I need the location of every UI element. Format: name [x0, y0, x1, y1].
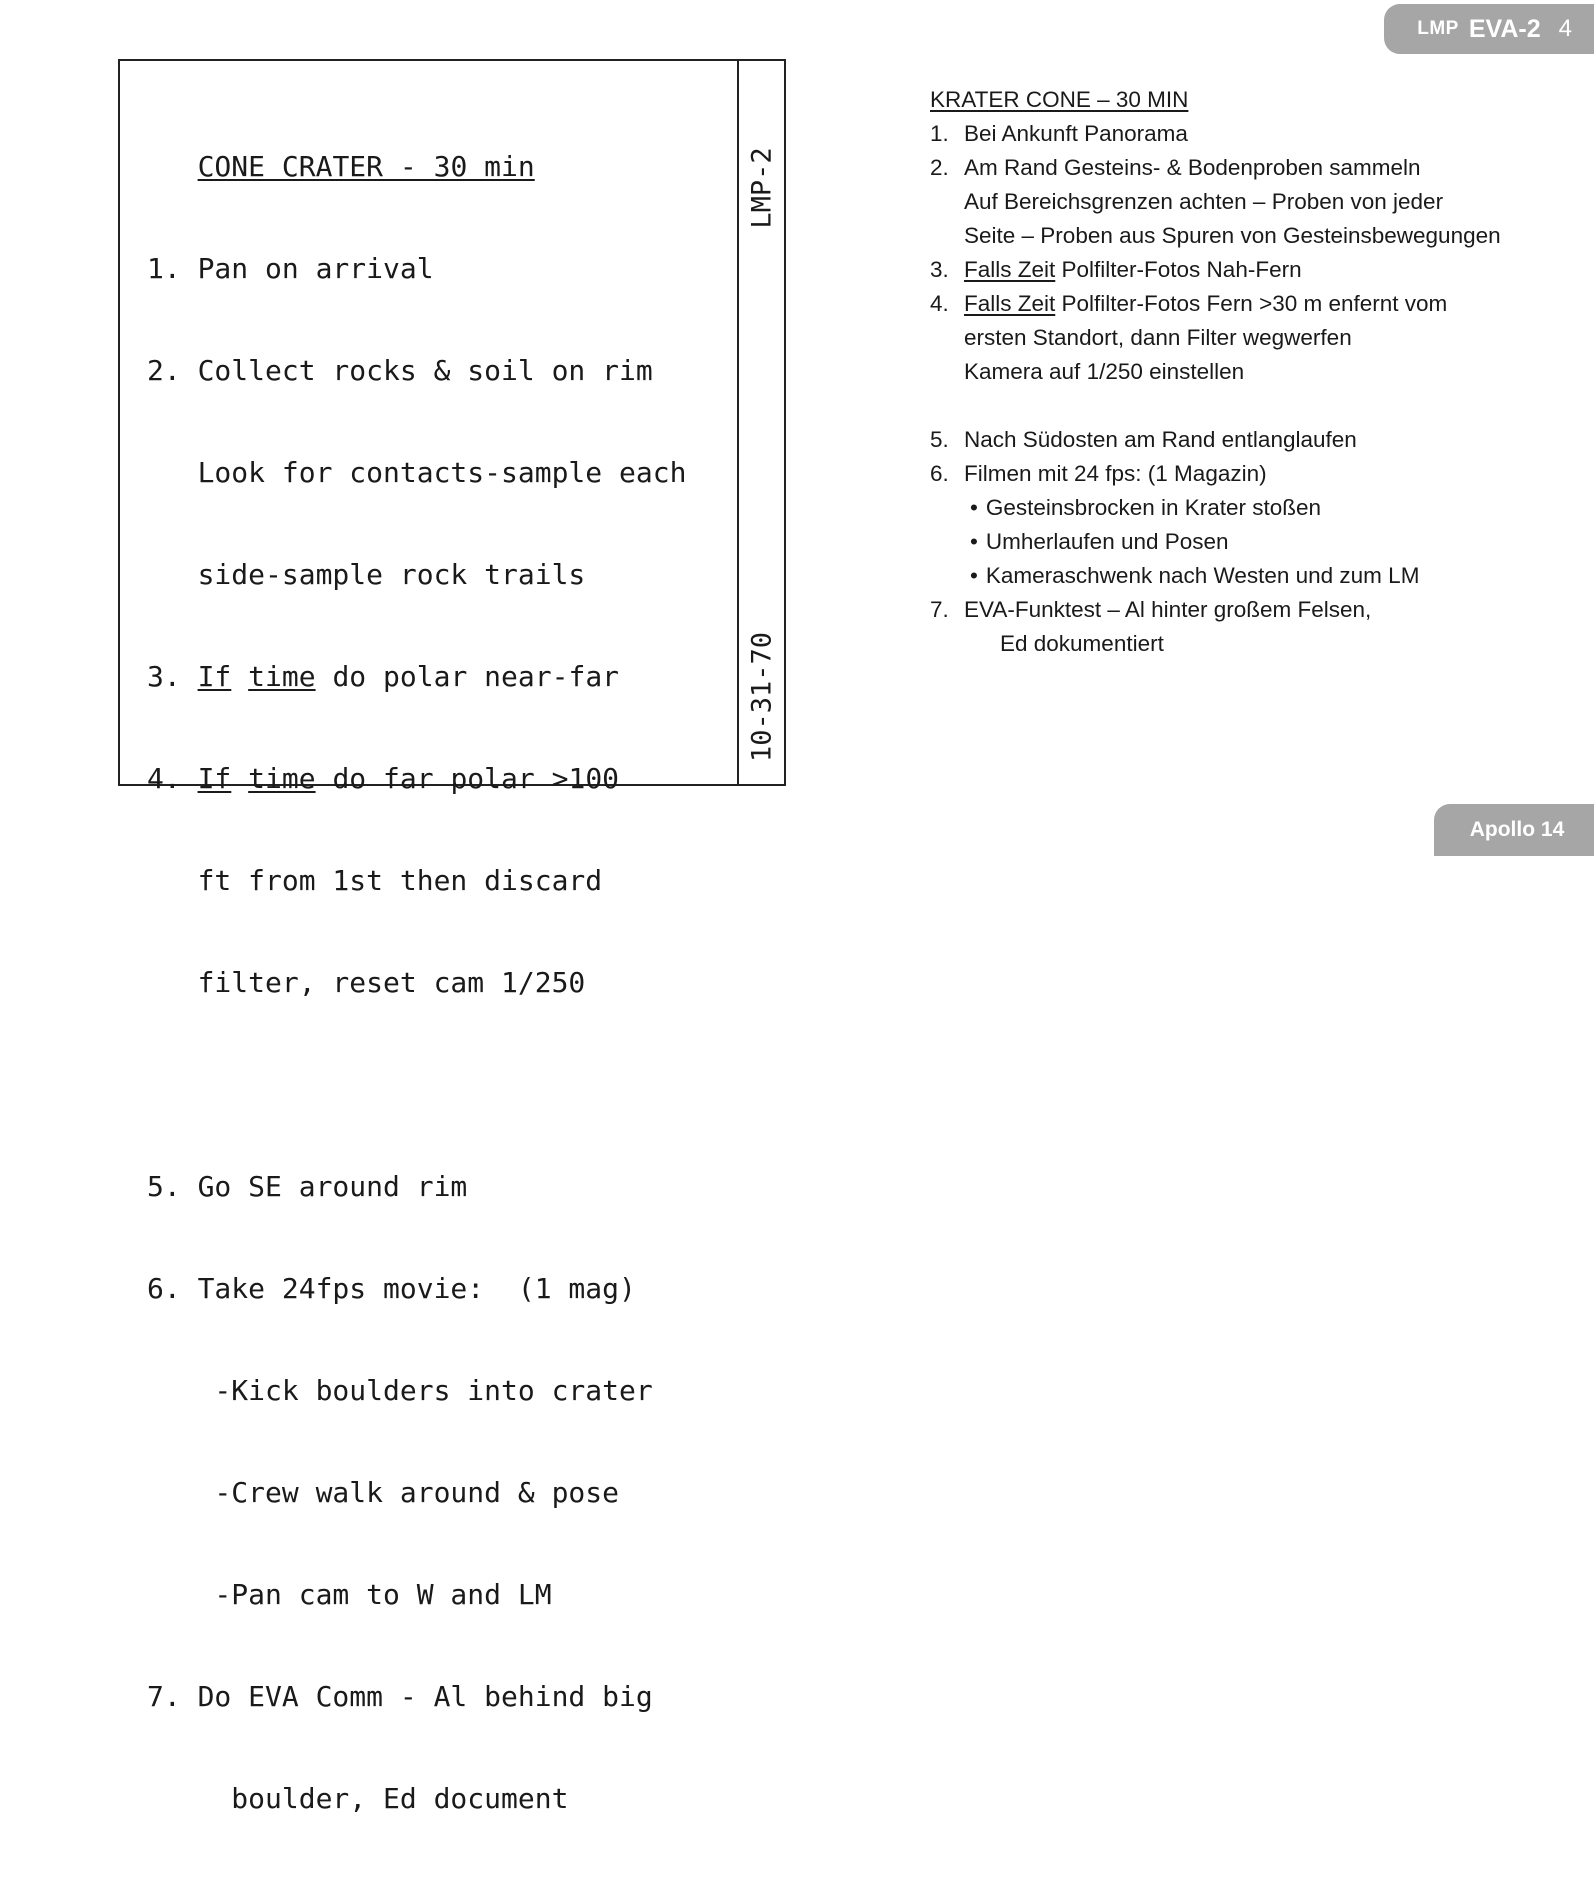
checklist-card — [118, 59, 786, 1815]
underlined-if: If — [197, 660, 232, 693]
item-number: 3. — [930, 257, 949, 282]
card-date-label: 10-31-70 — [746, 631, 777, 763]
blank-line — [930, 389, 1501, 423]
checklist-line: -Pan cam to W and LM — [147, 1578, 552, 1611]
underlined-falls-zeit: Falls Zeit — [964, 291, 1056, 316]
bullet-icon: • — [970, 495, 978, 520]
translation-line: ersten Standort, dann Filter wegwerfen — [964, 325, 1352, 350]
translation-line: Ed dokumentiert — [1000, 631, 1164, 656]
item-text: Bei Ankunft Panorama — [964, 121, 1188, 146]
checklist-line: ft from 1st then discard — [147, 864, 603, 897]
bullet-text: Gesteinsbrocken in Krater stoßen — [985, 495, 1322, 520]
underlined-falls-zeit: Falls Zeit — [964, 257, 1056, 282]
item-text: do polar near-far — [315, 660, 620, 693]
checklist-title: CONE CRATER - 30 min — [197, 150, 535, 183]
item-number: 2. — [930, 155, 949, 180]
page-number: 4 — [1558, 15, 1572, 42]
bullet-text: Umherlaufen und Posen — [985, 529, 1229, 554]
translation-bullet-line — [930, 525, 1501, 559]
translation-line — [930, 253, 1501, 287]
item-text: Am Rand Gesteins- & Bodenproben sammeln — [964, 155, 1421, 180]
item-text: EVA-Funktest – Al hinter großem Felsen, — [964, 597, 1372, 622]
checklist-line: 6. Take 24fps movie: (1 mag) — [147, 1272, 636, 1305]
item-text: Filmen mit 24 fps: (1 Magazin) — [964, 461, 1267, 486]
translation-line — [930, 457, 1501, 491]
checklist-text — [147, 82, 686, 1884]
translation-line: Kamera auf 1/250 einstellen — [964, 359, 1245, 384]
checklist-line: 1. Pan on arrival — [147, 252, 434, 285]
item-number: 4. — [930, 291, 949, 316]
mission-label: Apollo 14 — [1469, 818, 1565, 841]
translation-line — [930, 151, 1501, 185]
crew-role-label: LMP — [1417, 18, 1459, 39]
item-number: 7. — [930, 597, 949, 622]
translation-bullet-line — [930, 491, 1501, 525]
translation-line — [930, 423, 1501, 457]
checklist-line: 7. Do EVA Comm - Al behind big — [147, 1680, 653, 1713]
checklist-line: boulder, Ed document — [147, 1782, 569, 1815]
checklist-line — [147, 762, 686, 796]
checklist-line: side-sample rock trails — [147, 558, 586, 591]
translation-line — [930, 117, 1501, 151]
card-side-strip — [737, 61, 784, 784]
checklist-title-line — [147, 150, 686, 184]
underlined-if: If — [197, 762, 232, 795]
translation-line: Seite – Proben aus Spuren von Gesteinsbewegungen — [964, 223, 1501, 248]
translation-line: Auf Bereichsgrenzen achten – Proben von jeder — [964, 189, 1444, 214]
item-number: 3. — [147, 660, 198, 693]
translation-text — [930, 83, 1501, 661]
item-text: Nach Südosten am Rand entlanglaufen — [964, 427, 1357, 452]
card-id-label: LMP-2 — [746, 147, 777, 229]
translation-title-line — [930, 83, 1501, 117]
item-number: 6. — [930, 461, 949, 486]
bullet-icon: • — [970, 529, 978, 554]
bullet-text: Kameraschwenk nach Westen und zum LM — [985, 563, 1420, 588]
blank-line — [147, 1068, 686, 1102]
translation-title: KRATER CONE – 30 MIN — [930, 87, 1189, 112]
checklist-line: -Crew walk around & pose — [147, 1476, 620, 1509]
item-text: do far polar >100 — [315, 762, 620, 795]
mission-footer-tab — [1434, 804, 1594, 856]
underlined-time: time — [248, 762, 316, 795]
item-number: 4. — [147, 762, 198, 795]
translation-bullet-line — [930, 559, 1501, 593]
checklist-line: 5. Go SE around rim — [147, 1170, 468, 1203]
item-text: Polfilter-Fotos Fern >30 m enfernt vom — [1055, 291, 1448, 316]
eva-label: EVA-2 — [1468, 14, 1541, 43]
underlined-time: time — [248, 660, 316, 693]
item-number: 5. — [930, 427, 949, 452]
checklist-line: filter, reset cam 1/250 — [147, 966, 586, 999]
checklist-line: -Kick boulders into crater — [147, 1374, 653, 1407]
checklist-line: Look for contacts-sample each — [147, 456, 687, 489]
item-text: Polfilter-Fotos Nah-Fern — [1055, 257, 1302, 282]
bullet-icon: • — [970, 563, 978, 588]
page-header-tab — [1384, 4, 1594, 54]
translation-line — [930, 593, 1501, 627]
translation-line — [930, 287, 1501, 321]
checklist-line — [147, 660, 686, 694]
item-number: 1. — [930, 121, 949, 146]
checklist-line: 2. Collect rocks & soil on rim — [147, 354, 653, 387]
